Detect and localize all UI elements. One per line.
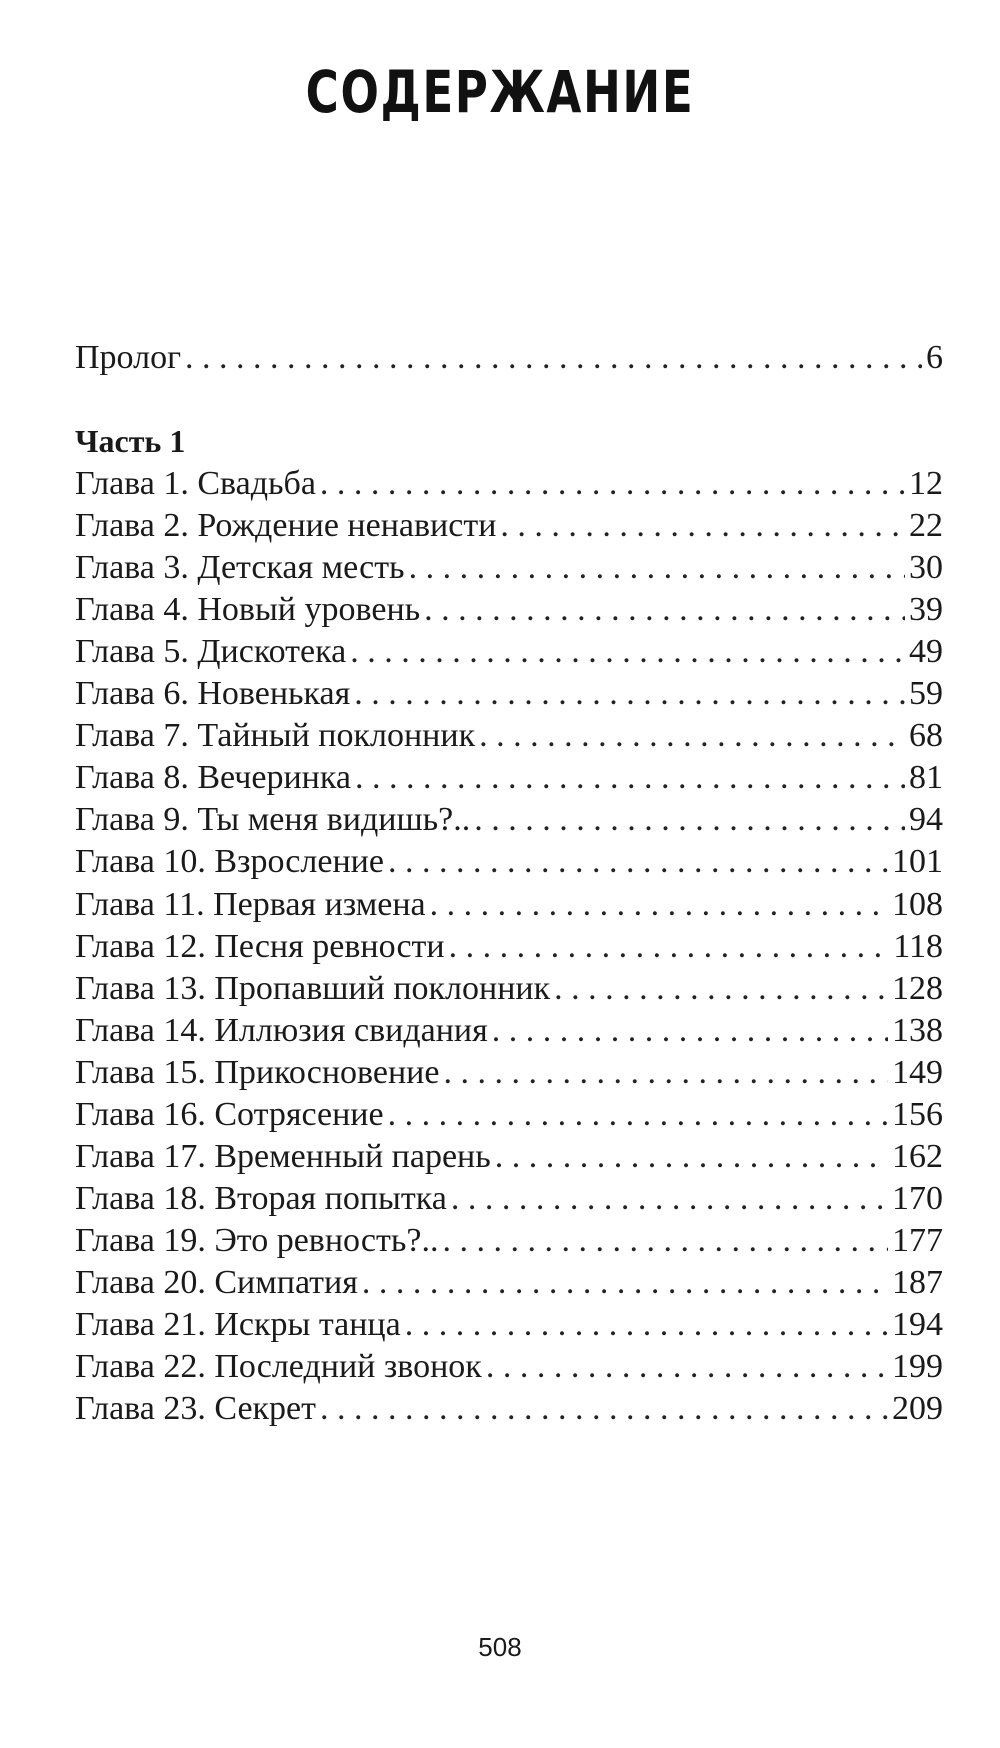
page-title: СОДЕРЖАНИЕ <box>305 58 695 126</box>
page-number: 508 <box>478 1632 522 1662</box>
toc-entry-chapter <box>75 505 943 547</box>
toc-entry-page: 177 <box>892 1221 943 1259</box>
dot-leader <box>474 799 905 841</box>
dot-leader <box>486 1346 888 1388</box>
dot-leader <box>442 1220 888 1262</box>
toc-entry-chapter <box>75 715 943 757</box>
toc-entry-label: Глава 10. Взросление <box>75 843 384 881</box>
toc-entry-label: Глава 2. Рождение ненависти <box>75 507 497 545</box>
dot-leader <box>430 884 888 926</box>
toc-entry-label: Глава 3. Детская месть <box>75 549 405 587</box>
toc-entry-label: Глава 5. Дискотека <box>75 633 347 671</box>
toc-entry-chapter <box>75 1388 943 1430</box>
toc-entry-page: 209 <box>892 1390 943 1428</box>
toc-entry-page: 128 <box>892 969 943 1007</box>
toc-entry-chapter <box>75 547 943 589</box>
toc-entry-chapter <box>75 673 943 715</box>
toc-entry-label: Глава 22. Последний звонок <box>75 1348 482 1386</box>
toc-entry-page: 138 <box>892 1011 943 1049</box>
toc-entry-prologue <box>75 337 943 379</box>
toc-entry-label: Глава 1. Свадьба <box>75 465 316 502</box>
toc-entry-label: Глава 20. Симпатия <box>75 1263 358 1301</box>
toc-entry-chapter <box>75 1304 943 1346</box>
dot-leader <box>320 1388 888 1430</box>
dot-leader <box>500 505 905 547</box>
toc-entry-label: Глава 7. Тайный поклонник <box>75 717 476 755</box>
toc-entry-page: 30 <box>909 549 943 587</box>
toc-entry-chapter <box>75 1052 943 1094</box>
toc-entry-label: Глава 21. Искры танца <box>75 1306 401 1343</box>
toc-entry-chapter <box>75 799 943 841</box>
toc-entry-page: 49 <box>909 633 943 671</box>
dot-leader <box>495 1136 888 1178</box>
toc-entry-label: Глава 12. Песня ревности <box>75 927 445 965</box>
toc-entry-chapter <box>75 1136 943 1178</box>
toc-entry-label: Глава 9. Ты меня видишь?.. <box>75 801 471 839</box>
dot-leader <box>554 968 888 1010</box>
dot-leader <box>443 1052 888 1094</box>
toc-entry-chapter <box>75 463 943 505</box>
toc-entry-page: 12 <box>909 465 943 502</box>
toc-entry-page: 22 <box>909 507 943 545</box>
toc-entry-page: 162 <box>892 1137 943 1175</box>
toc-entry-chapter <box>75 884 943 926</box>
dot-leader <box>388 841 888 883</box>
toc-entry-label: Глава 18. Вторая попытка <box>75 1179 447 1217</box>
toc-entry-label: Глава 13. Пропавший поклонник <box>75 969 551 1007</box>
toc-entry-label: Глава 19. Это ревность?.. <box>75 1221 439 1259</box>
toc-entry-page: 39 <box>909 591 943 629</box>
dot-leader <box>320 463 905 505</box>
dot-leader <box>185 337 922 379</box>
toc-entry-label: Пролог <box>75 339 182 376</box>
toc-entry-chapter <box>75 1094 943 1136</box>
toc-entry-page: 170 <box>892 1179 943 1217</box>
toc-entry-chapter <box>75 1346 943 1388</box>
toc-entry-label: Глава 23. Секрет <box>75 1390 317 1428</box>
toc-entry-label: Глава 4. Новый уровень <box>75 591 421 629</box>
toc-entry-page: 108 <box>892 885 943 923</box>
dot-leader <box>479 715 905 757</box>
toc-entry-page: 68 <box>909 717 943 755</box>
toc-entry-page: 149 <box>892 1053 943 1091</box>
dot-leader <box>492 1010 888 1052</box>
toc-entry-label: Глава 11. Первая измена <box>75 885 426 923</box>
toc-entry-chapter <box>75 589 943 631</box>
toc-entry-label: Глава 17. Временный парень <box>75 1137 491 1175</box>
part-heading: Часть 1 <box>75 423 186 459</box>
toc-entry-page: 118 <box>893 927 943 965</box>
toc-entry-chapter <box>75 1220 943 1262</box>
dot-leader <box>409 547 905 589</box>
toc-entry-page: 194 <box>892 1306 943 1343</box>
toc-entry-chapter <box>75 1262 943 1304</box>
dot-leader <box>354 673 905 715</box>
toc-entry-label: Глава 8. Вечеринка <box>75 759 351 797</box>
toc-entry-label: Глава 16. Сотрясение <box>75 1095 384 1133</box>
dot-leader <box>388 1094 888 1136</box>
toc-entry-chapter <box>75 926 943 968</box>
toc-entry-chapter <box>75 1178 943 1220</box>
dot-leader <box>449 926 890 968</box>
toc-entry-chapter <box>75 631 943 673</box>
toc-entry-page: 94 <box>909 801 943 839</box>
dot-leader <box>405 1304 888 1346</box>
toc-entry-label: Глава 15. Прикосновение <box>75 1053 440 1091</box>
toc-entry-page: 81 <box>909 759 943 797</box>
toc-entry-label: Глава 6. Новенькая <box>75 675 351 713</box>
dot-leader <box>424 589 905 631</box>
toc-entry-page: 199 <box>892 1348 943 1386</box>
toc-entry-chapter <box>75 757 943 799</box>
toc-entry-label: Глава 14. Иллюзия свидания <box>75 1011 488 1049</box>
toc-entry-page: 6 <box>926 339 943 376</box>
toc-entry-chapter <box>75 968 943 1010</box>
toc-entry-page: 59 <box>909 675 943 713</box>
dot-leader <box>355 757 905 799</box>
toc-entry-page: 156 <box>892 1095 943 1133</box>
toc-entry-page: 101 <box>892 843 943 881</box>
toc-entry-chapter <box>75 841 943 883</box>
toc-entry-chapter <box>75 1010 943 1052</box>
dot-leader <box>350 631 905 673</box>
dot-leader <box>451 1178 888 1220</box>
dot-leader <box>362 1262 888 1304</box>
toc-entry-page: 187 <box>892 1263 943 1301</box>
